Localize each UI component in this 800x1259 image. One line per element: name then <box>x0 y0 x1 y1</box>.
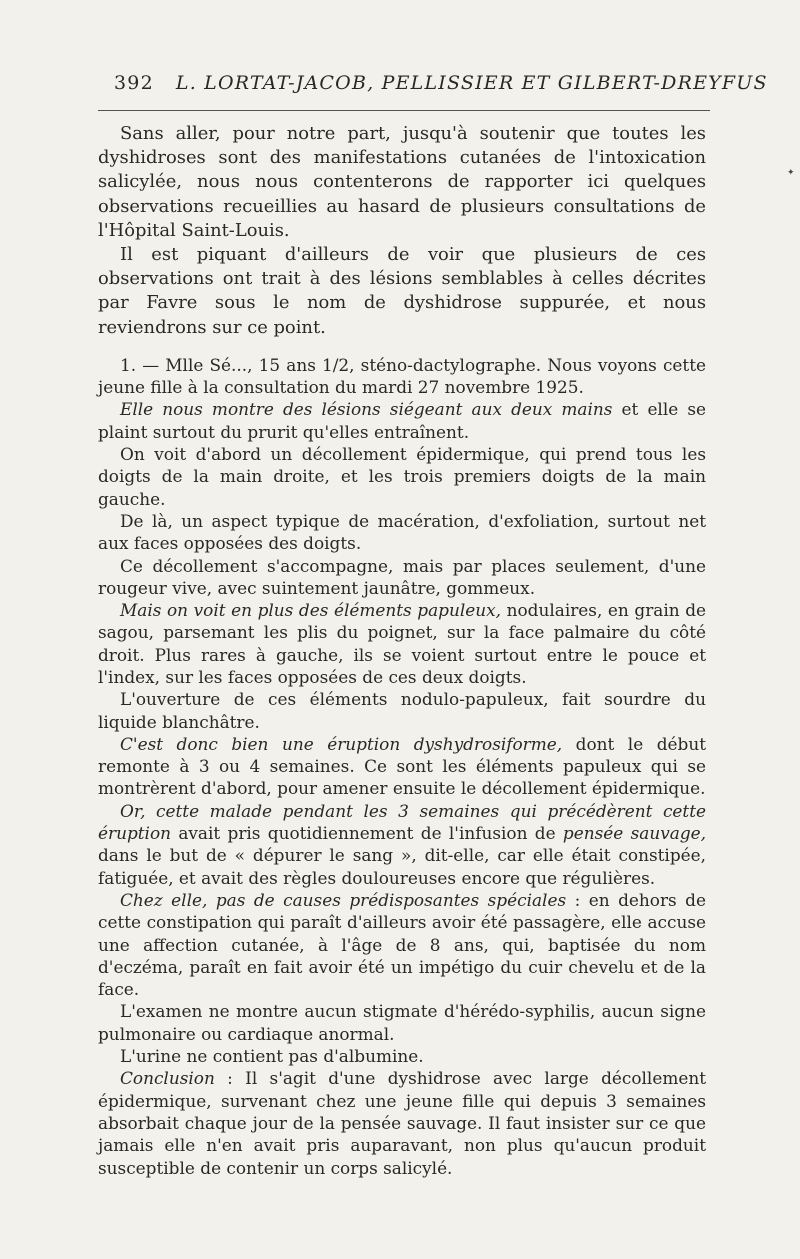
paragraph <box>98 599 706 688</box>
margin-mark: ✦ <box>787 168 795 178</box>
running-title: L. LORTAT-JACOB, PELLISSIER ET GILBERT-DREYFUS <box>175 72 768 94</box>
italic-phrase: Mais on voit en plus des éléments papuleux, <box>120 600 502 621</box>
text-run: : en dehors de cette constipation qui paraît d'ailleurs avoir été passagère, elle accuse une affection cutanée, à l'âge de 8 ans, qui, baptisée du nom d'eczéma, paraît en fait avoir été un impétigo du cuir chevelu et de la face. <box>98 889 706 1000</box>
paragraph <box>98 889 706 1000</box>
paragraph: De là, un aspect typique de macération, d'exfoliation, surtout net aux faces opposées des doigts. <box>98 510 706 554</box>
paragraph-intro: Sans aller, pour notre part, jusqu'à soutenir que toutes les dyshidroses sont des manifestations cutanées de l'intoxication salicylée, nous nous contenterons de rapporter ici quelques observations recueillies au hasard de plusieurs consultations de l'Hôpital Saint-Louis. <box>98 123 706 241</box>
italic-phrase: Or, cette malade pendant les 3 semaines qui précédèrent cette éruption <box>98 800 706 844</box>
text-run: : Il s'agit d'une dyshidrose avec large décollement épidermique, survenant chez une jeune fille qui depuis 3 semaines absorbait chaque jour de la pensée sauvage. Il faut insister sur ce que jamais elle n'en avait pris auparavant, non plus qu'aucun produit susceptible de contenir un corps salicylé. <box>98 1068 706 1178</box>
text-run: dans le but de « dépurer le sang », dit-elle, car elle était constipée, fatiguée, et avait des règles douloureuses encore que régulières. <box>98 845 706 888</box>
paragraph-conclusion <box>98 1067 706 1178</box>
paragraph <box>98 800 706 889</box>
italic-phrase: Conclusion <box>120 1068 215 1089</box>
paragraph <box>98 733 706 800</box>
text-run: dont le début remonte à 3 ou 4 semaines. Ce sont les éléments papuleux qui se montrèrent d'abord, pour amener ensuite le décollement épidermique. <box>98 733 706 799</box>
paragraph: L'examen ne montre aucun stigmate d'hérédo-syphilis, aucun signe pulmonaire ou cardiaque anormal. <box>98 1001 706 1044</box>
italic-phrase: pensée sauvage, <box>562 823 706 844</box>
paragraph: Ce décollement s'accompagne, mais par places seulement, d'une rougeur vive, avec suintement jaunâtre, gommeux. <box>98 555 706 598</box>
text-run: avait pris quotidiennement de l'infusion de <box>171 823 563 844</box>
running-header <box>114 72 768 94</box>
page-body <box>98 122 706 1179</box>
paragraph-favre: Il est piquant d'ailleurs de voir que plusieurs de ces observations ont trait à des lésions semblables à celles décrites par Favre sous le nom de dyshidrose suppurée, et nous reviendrons sur ce point. <box>98 244 706 338</box>
paragraph <box>98 398 706 443</box>
paragraph: On voit d'abord un décollement épidermique, qui prend tous les doigts de la main droite, et les trois premiers doigts de la main gauche. <box>98 444 706 509</box>
text-run: et elle se plaint surtout du prurit qu'elles entraînent. <box>98 399 706 442</box>
paragraph: L'ouverture de ces éléments nodulo-papuleux, fait sourdre du liquide blanchâtre. <box>98 689 706 732</box>
italic-phrase: Chez elle, pas de causes prédisposantes spéciales <box>120 889 567 910</box>
observation-heading: 1. — Mlle Sé..., 15 ans 1/2, sténo-dactylographe. Nous voyons cette jeune fille à la consultation du mardi 27 novembre 1925. <box>98 354 706 398</box>
header-rule <box>98 110 710 111</box>
paragraph: L'urine ne contient pas d'albumine. <box>120 1046 424 1067</box>
italic-phrase: Elle nous montre des lésions siégeant aux deux mains <box>120 399 613 420</box>
italic-phrase: C'est donc bien une éruption dyshydrosiforme, <box>120 733 563 754</box>
text-run: nodulaires, en grain de sagou, parsemant les plis du poignet, sur la face palmaire du côté droit. Plus rares à gauche, ils se voient surtout entre le pouce et l'index, sur les faces opposées de ces deux doigts. <box>98 600 707 687</box>
page-number: 392 <box>114 72 154 94</box>
